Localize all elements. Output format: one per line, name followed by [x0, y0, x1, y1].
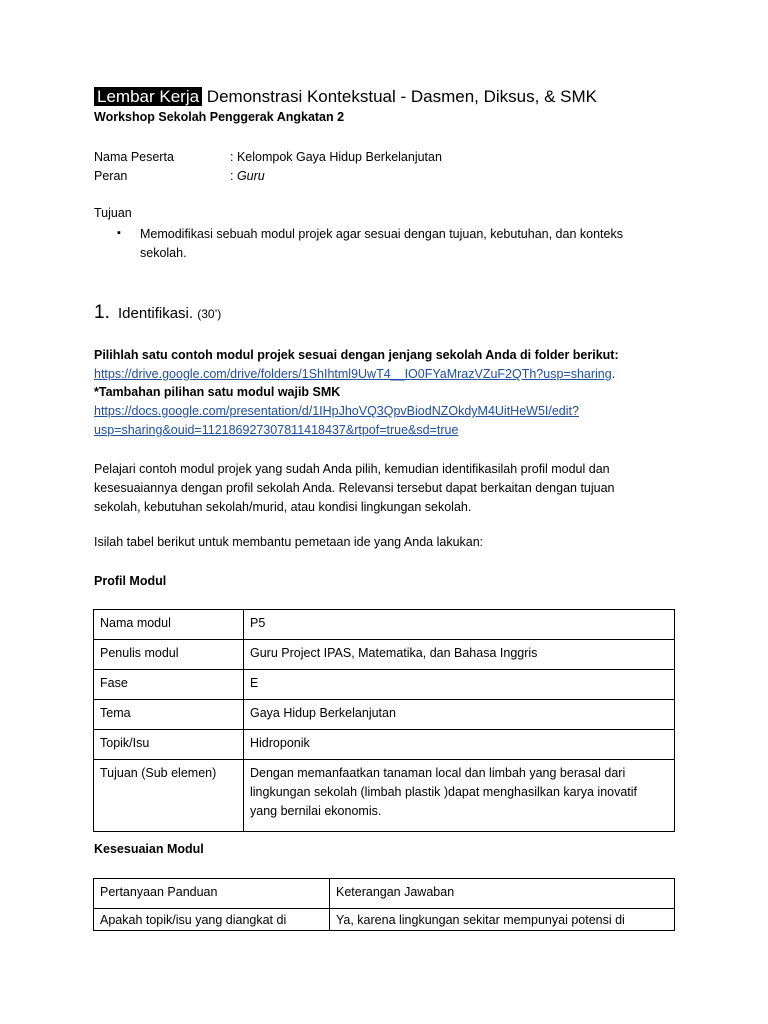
extra-note: *Tambahan pilihan satu modul wajib SMK	[94, 385, 341, 399]
row-value: Guru Project IPAS, Matematika, dan Bahasa Inggris	[244, 640, 675, 670]
link2-line2	[94, 423, 458, 437]
info-label-participant: Nama Peserta	[94, 150, 174, 164]
document-title	[94, 86, 597, 108]
row-value: Dengan memanfaatkan tanaman local dan limbah yang berasal dari lingkungan sekolah (limbah plastik )dapat menghasilkan karya inovatif yang bernilai ekonomis.	[244, 760, 675, 832]
role-value: Guru	[236, 169, 265, 183]
table-row	[94, 730, 675, 760]
table-row	[94, 760, 675, 832]
answer-cell: Ya, karena lingkungan sekitar mempunyai potensi di	[330, 909, 675, 931]
table-header-row	[94, 879, 675, 909]
row-label: Penulis modul	[94, 640, 244, 670]
presentation-link-continued[interactable]: usp=sharing&ouid=112186927307811418437&rtpof=true&sd=true	[94, 423, 459, 437]
kesesuaian-table	[93, 878, 675, 931]
info-value-participant: : Kelompok Gaya Hidup Berkelanjutan	[230, 150, 442, 164]
profil-table	[93, 609, 675, 832]
document-subtitle: Workshop Sekolah Penggerak Angkatan 2	[94, 110, 345, 124]
row-label: Fase	[94, 670, 244, 700]
kesesuaian-heading: Kesesuaian Modul	[94, 842, 204, 856]
question-cell: Apakah topik/isu yang diangkat di	[94, 909, 330, 931]
section-title	[118, 304, 221, 324]
table-row	[94, 700, 675, 730]
goal-bullet-text: Memodifikasi sebuah modul projek agar sesuai dengan tujuan, kebutuhan, dan konteks sekolah.	[140, 227, 623, 260]
drive-folder-link[interactable]: https://drive.google.com/drive/folders/1ShIhtml9UwT4__IO0FYaMrazVZuF2QTh?usp=sharing	[94, 367, 612, 381]
info-label-role: Peran	[94, 169, 128, 183]
link1-line	[94, 367, 615, 381]
row-label: Tujuan (Sub elemen)	[94, 760, 244, 832]
title-tag: Lembar Kerja	[94, 87, 202, 106]
section-time: (30’)	[197, 307, 222, 321]
link2-line1	[94, 404, 579, 418]
profil-heading: Profil Modul	[94, 574, 167, 588]
table-instruction: Isilah tabel berikut untuk membantu pemetaan ide yang Anda lakukan:	[94, 535, 484, 549]
instruction-paragraph: Pelajari contoh modul projek yang sudah Anda pilih, kemudian identifikasilah profil modul dan kesesuaiannya dengan profil sekolah Anda. Relevansi tersebut dapat berkaitan dengan tujuan sekolah, kebutuhan sekolah/murid, atau kondisi lingkungan sekolah.	[94, 462, 615, 514]
table-row	[94, 610, 675, 640]
info-value-role	[230, 169, 265, 183]
role-prefix: :	[230, 169, 237, 183]
row-label: Tema	[94, 700, 244, 730]
link1-suffix: .	[611, 367, 616, 381]
table-row	[94, 670, 675, 700]
row-label: Topik/Isu	[94, 730, 244, 760]
goal-label: Tujuan	[94, 206, 132, 220]
row-value: P5	[244, 610, 675, 640]
column-header: Pertanyaan Panduan	[94, 879, 330, 909]
row-value: E	[244, 670, 675, 700]
row-value: Gaya Hidup Berkelanjutan	[244, 700, 675, 730]
table-row	[94, 909, 675, 931]
row-value: Hidroponik	[244, 730, 675, 760]
section-number: 1.	[94, 302, 110, 323]
row-label: Nama modul	[94, 610, 244, 640]
section-title-text: Identifikasi.	[118, 305, 194, 322]
intro-text: Pilihlah satu contoh modul projek sesuai dengan jenjang sekolah Anda di folder berikut:	[94, 348, 619, 362]
title-text: Demonstrasi Kontekstual - Dasmen, Diksus, & SMK	[206, 87, 597, 106]
column-header: Keterangan Jawaban	[330, 879, 675, 909]
bullet-icon: ▪	[117, 227, 121, 239]
table-row	[94, 640, 675, 670]
presentation-link[interactable]: https://docs.google.com/presentation/d/1IHpJhoVQ3QpvBiodNZOkdyM4UitHeW5I/edit?	[94, 404, 579, 418]
